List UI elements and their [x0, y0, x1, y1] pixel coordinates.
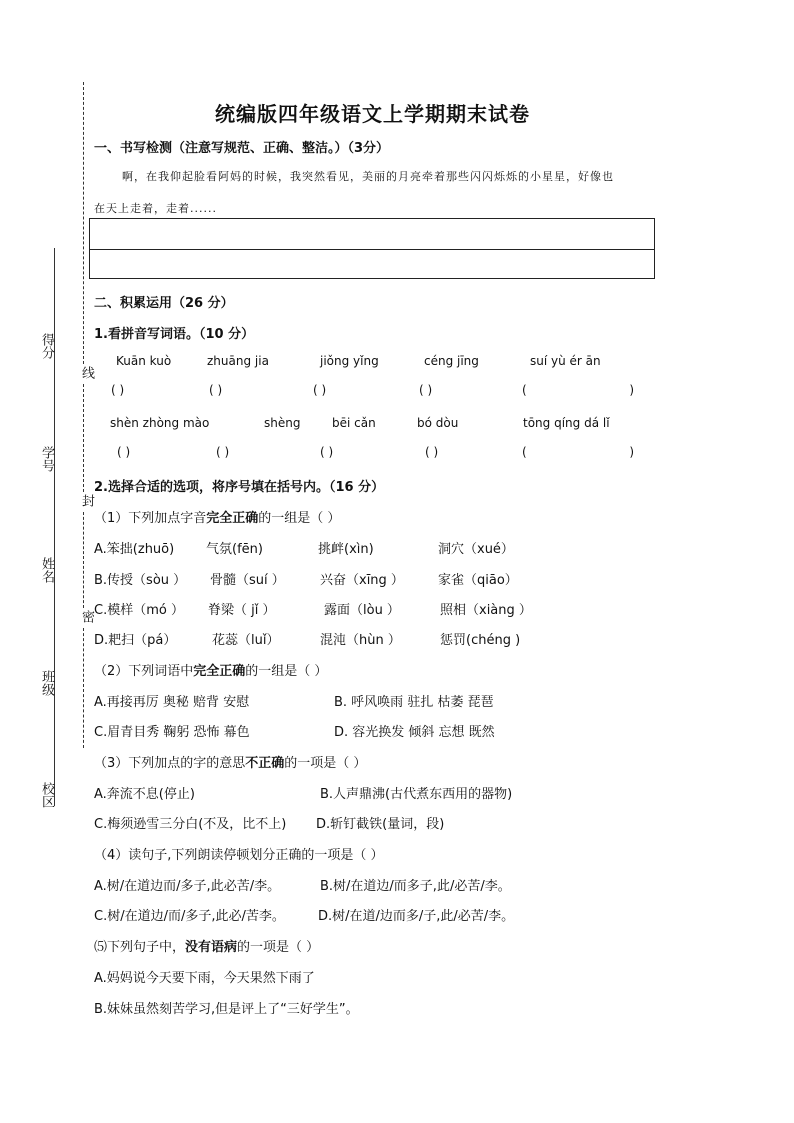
q2-sub1-option: 兴奋（xīng ）	[320, 573, 404, 588]
q2-sub1-option: 惩罚(chéng )	[440, 633, 521, 648]
pinyin-item-4: céng jīng	[424, 354, 479, 368]
q2-sub1-option: 露面（lòu ）	[324, 603, 400, 618]
q2-sub1-option: 气氛(fēn)	[206, 542, 263, 557]
q2-sub1-option: A.笨拙(zhuō)	[94, 542, 175, 557]
stem-text: 的一组是（ ）	[258, 511, 341, 526]
section2-heading: 二、积累运用（26 分）	[94, 296, 234, 311]
binding-label-student-id: 学号	[39, 446, 54, 472]
answer-blank[interactable]: ( )	[313, 383, 327, 397]
seal-dashed-line-2	[83, 384, 84, 492]
q2-sub5-option-b: B.妹妹虽然刻苦学习,但是评上了“三好学生”。	[94, 1002, 359, 1017]
seal-dashed-line-4	[83, 628, 84, 748]
pinyin-item-2: zhuāng jia	[207, 354, 269, 368]
answer-blank[interactable]: ( )	[216, 445, 230, 459]
q2-sub5-stem	[94, 936, 319, 955]
answer-blank[interactable]: ( )	[209, 383, 223, 397]
seal-mark-seal: 封	[79, 494, 94, 507]
q2-sub3-option-a: A.奔流不息(停止)	[94, 787, 195, 802]
pinyin-item-5: suí yù ér ān	[530, 354, 601, 368]
stem-emphasis: 没有语病	[185, 940, 238, 955]
stem-text: ⑸下列句子中，	[94, 940, 186, 955]
answer-blank[interactable]: ( )	[419, 383, 433, 397]
q2-sub3-option-c: C.梅须逊雪三分白(不及，比不上)	[94, 817, 287, 832]
stem-text: 的一项是（ ）	[284, 756, 367, 771]
q2-sub1-option: 照相（xiàng ）	[440, 603, 532, 618]
handwriting-box[interactable]	[89, 218, 655, 279]
q2-sub1-option: 家雀（qiāo）	[438, 573, 518, 588]
q2-sub2-stem	[94, 660, 327, 679]
q2-sub4-option-c: C.树/在道边/而/多子,此必/苦李。	[94, 909, 285, 924]
stem-text: （3）下列加点的字的意思	[94, 756, 246, 771]
pinyin-item-8: bēi cǎn	[332, 416, 376, 430]
stem-emphasis: 完全正确	[206, 511, 259, 526]
answer-blank[interactable]: ( )	[117, 445, 131, 459]
section1-passage-line1: 啊，在我仰起脸看阿妈的时候，我突然看见，美丽的月亮牵着那些闪闪烁烁的小星星，好像也	[122, 170, 614, 183]
binding-label-campus: 校区	[39, 782, 54, 808]
pinyin-item-6: shèn zhòng mào	[110, 416, 210, 430]
pinyin-item-10: tōng qíng dá lǐ	[523, 416, 610, 430]
q2-sub3-option-d: D.斩钉截铁(量词，段)	[316, 817, 445, 832]
stem-text: （1）下列加点字音	[94, 511, 207, 526]
q2-sub4-stem: （4）读句子,下列朗读停顿划分正确的一项是（ ）	[94, 848, 384, 863]
q1-title: 1.看拼音写词语。（10 分）	[94, 327, 255, 342]
q2-sub2-option-d: D. 容光换发 倾斜 忘想 既然	[334, 725, 495, 740]
q2-sub1-option: 混沌（hùn ）	[320, 633, 401, 648]
q2-title: 2.选择合适的选项，将序号填在括号内。（16 分）	[94, 480, 385, 495]
binding-label-class: 班级	[39, 670, 54, 696]
q2-sub3-option-b: B.人声鼎沸(古代煮东西用的器物)	[320, 787, 513, 802]
stem-text: （2）下列词语中	[94, 664, 194, 679]
pinyin-item-3: jiǒng yǐng	[320, 354, 379, 368]
q2-sub4-option-b: B.树/在道边/而多子,此/必苦/李。	[320, 879, 511, 894]
q2-sub1-option: 骨髓（suí ）	[210, 573, 285, 588]
q2-sub4-option-a: A.树/在道边而/多子,此必苦/李。	[94, 879, 281, 894]
q2-sub1-option: 脊梁（ jǐ ）	[208, 603, 276, 618]
binding-label-name: 姓名	[39, 557, 54, 583]
section1-passage-line2: 在天上走着，走着......	[94, 202, 217, 215]
q2-sub1-option: D.耙扫（pá）	[94, 633, 177, 648]
section1-heading: 一、书写检测（注意写规范、正确、整洁。）（3分）	[94, 141, 390, 156]
q2-sub1-option: 花蕊（luǐ）	[212, 633, 280, 648]
binding-left-rule	[54, 248, 55, 806]
q2-sub1-option: B.传授（sòu ）	[94, 573, 187, 588]
q2-sub1-option: C.模样（mó ）	[94, 603, 184, 618]
q2-sub2-option-b: B. 呼风唤雨 驻扎 枯萎 琵琶	[334, 695, 494, 710]
q2-sub2-option-c: C.眉青目秀 鞠躬 恐怖 幕色	[94, 725, 250, 740]
pinyin-item-9: bó dòu	[417, 416, 459, 430]
pinyin-item-1: Kuān kuò	[116, 354, 172, 368]
seal-mark-line: 线	[79, 366, 94, 379]
handwriting-box-divider	[90, 249, 654, 250]
answer-blank[interactable]: ( )	[425, 445, 439, 459]
q2-sub4-option-d: D.树/在道/边而多/子,此/必苦/李。	[318, 909, 515, 924]
q2-sub1-stem	[94, 507, 340, 526]
q2-sub5-option-a: A.妈妈说今天要下雨，今天果然下雨了	[94, 971, 315, 986]
stem-text: 的一项是（ ）	[237, 940, 320, 955]
exam-title: 统编版四年级语文上学期期末试卷	[215, 102, 530, 126]
seal-mark-secret: 密	[79, 610, 94, 623]
answer-blank[interactable]: ( )	[320, 445, 334, 459]
pinyin-item-7: shèng	[264, 416, 301, 430]
stem-emphasis: 不正确	[245, 756, 285, 771]
q2-sub3-stem	[94, 752, 366, 771]
seal-dashed-line-3	[83, 512, 84, 608]
answer-blank[interactable]: ( )	[111, 383, 125, 397]
binding-label-score: 得分	[39, 333, 54, 359]
q2-sub1-option: 挑衅(xìn)	[318, 542, 374, 557]
stem-text: 的一组是（ ）	[245, 664, 328, 679]
q2-sub2-option-a: A.再接再厉 奥秘 赔背 安慰	[94, 695, 250, 710]
q2-sub1-option: 洞穴（xué）	[438, 542, 514, 557]
stem-emphasis: 完全正确	[193, 664, 246, 679]
seal-dashed-line-1	[83, 82, 84, 364]
